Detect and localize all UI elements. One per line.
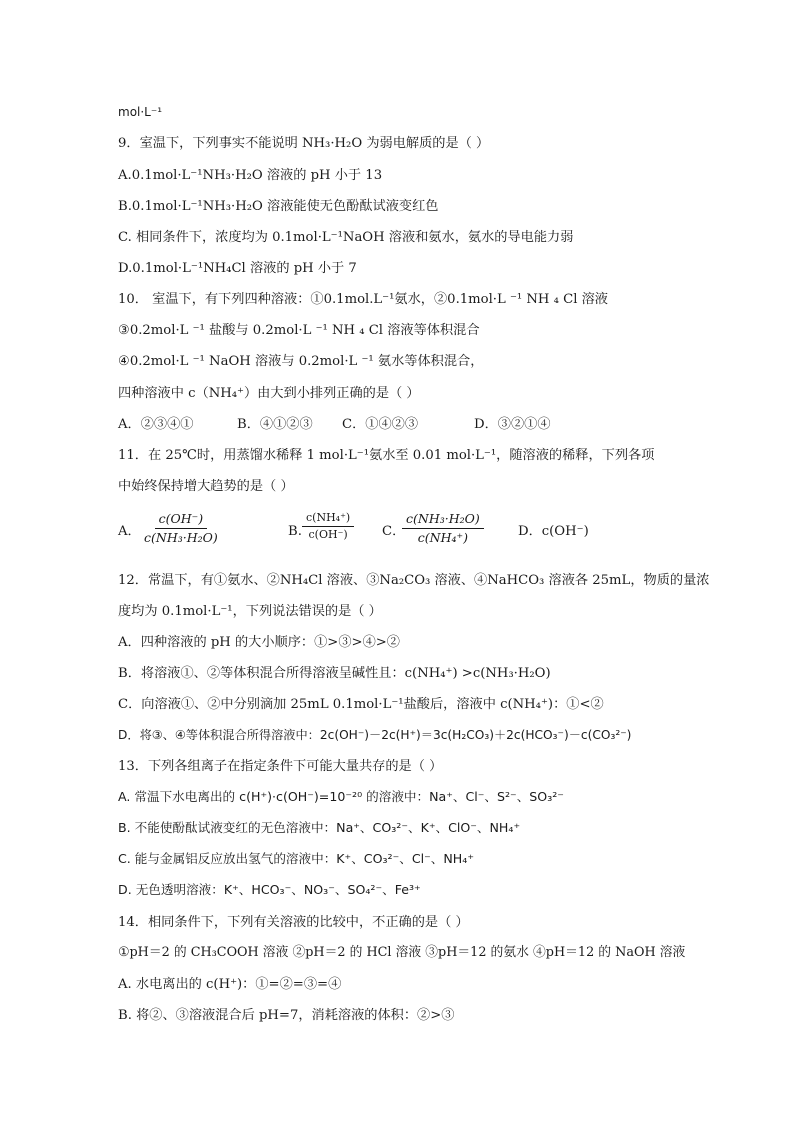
question-14-option-b: B. 将②、③溶液混合后 pH=7，消耗溶液的体积：②>③ (118, 1008, 455, 1023)
question-10-solution-4: ④0.2mol·L ⁻¹ NaOH 溶液与 0.2mol·L ⁻¹ 氨水等体积混合， (118, 354, 484, 369)
question-12-stem: 12．常温下，有①氨水、②NH₄Cl 溶液、③Na₂CO₃ 溶液、④NaHCO₃ 溶液各 25mL，物质的量浓 (118, 573, 710, 588)
question-14-stem: 14．相同条件下，下列有关溶液的比较中，不正确的是（ ） (118, 915, 469, 930)
fraction-denominator: c(NH₃·H₂O) (144, 529, 218, 545)
question-10-options (118, 418, 678, 434)
question-12-option-b: B．将溶液①、②等体积混合所得溶液呈碱性且：c(NH₄⁺) >c(NH₃·H₂O) (118, 666, 551, 681)
question-12-option-c: C．向溶液①、②中分别滴加 25mL 0.1mol·L⁻¹盐酸后，溶液中 c(NH₄⁺)：①<② (118, 697, 604, 712)
fraction-denominator: c(NH₄⁺) (417, 529, 468, 545)
text-line: mol·L⁻¹ (118, 105, 163, 119)
question-11-options (118, 512, 678, 556)
question-13-stem: 13．下列各组离子在指定条件下可能大量共存的是（ ） (118, 759, 443, 774)
question-12-option-d: D．将③、④等体积混合所得溶液中：2c(OH⁻)－2c(H⁺)＝3c(H₂CO₃)＋2c(HCO₃⁻)－c(CO₃²⁻) (118, 728, 632, 742)
question-11-option-c-fraction (402, 512, 484, 545)
question-12-prompt: 度均为 0.1mol·L⁻¹，下列说法错误的是（ ） (118, 604, 382, 619)
fraction-numerator: c(OH⁻) (155, 512, 208, 529)
question-12-option-a: A．四种溶液的 pH 的大小顺序：①>③>④>② (118, 635, 400, 650)
question-9-option-b: B.0.1mol·L⁻¹NH₃·H₂O 溶液能使无色酚酞试液变红色 (118, 199, 439, 214)
question-10-option-c: C．①④②③ (342, 417, 419, 432)
question-11-option-a-label: A． (118, 524, 141, 539)
question-10-prompt: 四种溶液中 c（NH₄⁺）由大到小排列正确的是（ ） (118, 386, 420, 401)
fraction-denominator: c(OH⁻) (308, 528, 348, 542)
question-9-option-d: D.0.1mol·L⁻¹NH₄Cl 溶液的 pH 小于 7 (118, 261, 357, 276)
question-13-option-b: B. 不能使酚酞试液变红的无色溶液中：Na⁺、CO₃²⁻、K⁺、ClO⁻、NH₄⁺ (118, 820, 521, 835)
question-11-option-b-label: B. (288, 524, 302, 539)
question-10-stem: 10． 室温下，有下列四种溶液：①0.1mol.L⁻¹氨水，②0.1mol·L ⁻¹ NH ₄ Cl 溶液 (118, 292, 608, 307)
question-9-stem: 9．室温下，下列事实不能说明 NH₃·H₂O 为弱电解质的是（ ） (118, 136, 490, 151)
question-10-option-b: B．④①②③ (237, 417, 313, 432)
question-13-option-c: C. 能与金属铝反应放出氢气的溶液中：K⁺、CO₃²⁻、Cl⁻、NH₄⁺ (118, 851, 474, 866)
question-11-prompt: 中始终保持增大趋势的是（ ） (118, 479, 294, 494)
fraction-numerator: c(NH₃·H₂O) (402, 512, 484, 529)
question-11-option-a-fraction (140, 512, 222, 545)
question-11-option-d: D．c(OH⁻) (518, 524, 589, 539)
question-10-solution-3: ③0.2mol·L ⁻¹ 盐酸与 0.2mol·L ⁻¹ NH ₄ Cl 溶液等体积混合 (118, 323, 480, 338)
question-14-solutions: ①pH＝2 的 CH₃COOH 溶液 ②pH＝2 的 HCl 溶液 ③pH＝12 的氨水 ④pH＝12 的 NaOH 溶液 (118, 945, 686, 960)
question-10-option-d: D．③②①④ (474, 417, 551, 432)
question-14-option-a: A. 水电离出的 c(H⁺)：①=②=③=④ (118, 977, 342, 992)
question-9-option-a: A.0.1mol·L⁻¹NH₃·H₂O 溶液的 pH 小于 13 (118, 168, 383, 183)
question-11-option-b-fraction (302, 512, 354, 541)
question-9-option-c: C. 相同条件下，浓度均为 0.1mol·L⁻¹NaOH 溶液和氨水，氨水的导电能力弱 (118, 230, 574, 245)
question-11-stem: 11．在 25℃时，用蒸馏水稀释 1 mol·L⁻¹氨水至 0.01 mol·L⁻¹，随溶液的稀释，下列各项 (118, 448, 655, 463)
question-11-option-c-label: C． (382, 524, 406, 539)
fraction-numerator: c(NH₄⁺) (302, 512, 354, 527)
question-13-option-d: D. 无色透明溶液：K⁺、HCO₃⁻、NO₃⁻、SO₄²⁻、Fe³⁺ (118, 882, 421, 897)
question-13-option-a: A. 常温下水电离出的 c(H⁺)·c(OH⁻)=10⁻²⁰ 的溶液中：Na⁺、Cl⁻、S²⁻、SO₃²⁻ (118, 789, 564, 804)
question-10-option-a: A．②③④① (118, 417, 194, 432)
